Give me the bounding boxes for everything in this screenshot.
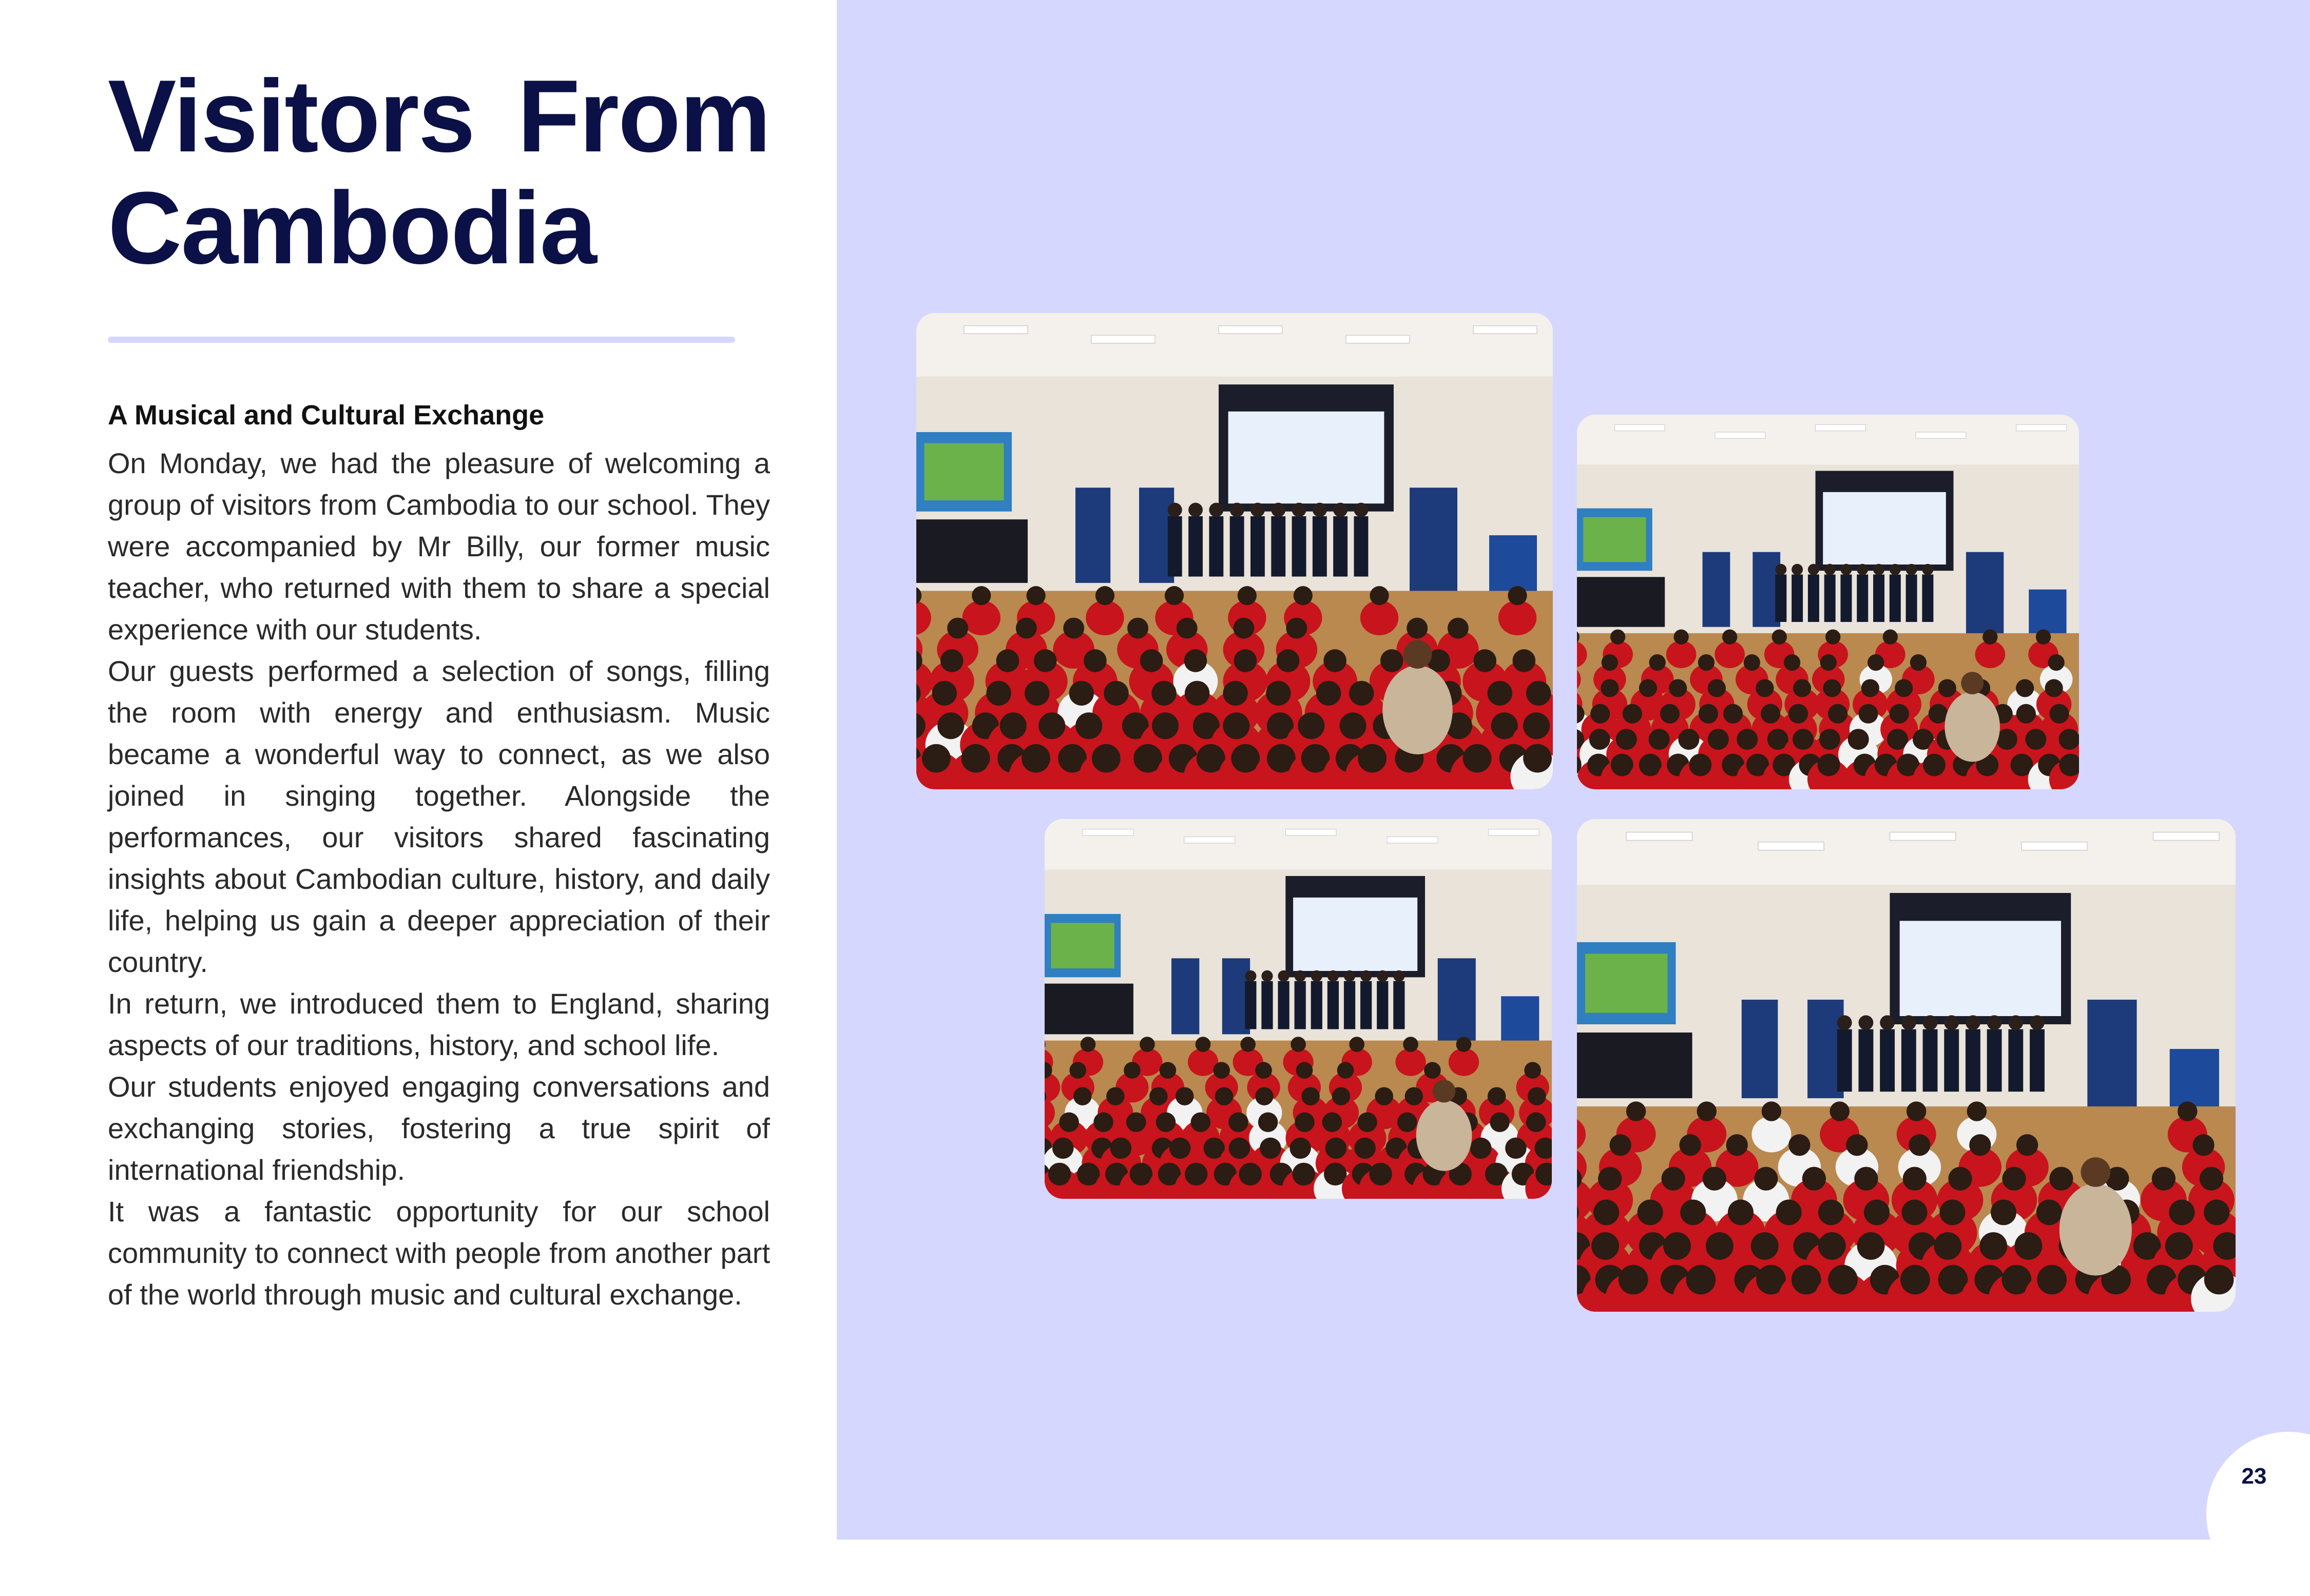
article-paragraph: Our students enjoyed engaging conversations and exchanging stories, fostering a true spirit of international friendship.	[108, 1071, 770, 1186]
article-subtitle: A Musical and Cultural Exchange	[108, 400, 545, 431]
title-divider	[108, 337, 735, 343]
article-paragraph: It was a fantastic opportunity for our school community to connect with people from another part of the world through music and cultural exchange.	[108, 1195, 770, 1311]
assembly-photo-3	[1045, 819, 1552, 1199]
page-number: 23	[2241, 1464, 2267, 1489]
article-paragraph: Our guests performed a selection of songs, filling the room with energy and enthusiasm. Music became a wonderful way to connect, as we also joined in singing together. Alongside the performances, our visitors shared fascinating insights about Cambodian culture, history, and daily life, helping us gain a deeper appreciation of their country.	[108, 655, 770, 978]
page-title: Visitors From Cambodia	[108, 59, 770, 285]
article-paragraph: On Monday, we had the pleasure of welcoming a group of visitors from Cambodia to our school. They were accompanied by Mr Billy, our former music teacher, who returned with them to share a special experience with our students.	[108, 447, 770, 646]
assembly-photo-4	[1577, 819, 2236, 1312]
article-body	[108, 442, 770, 1315]
assembly-photo-2	[1577, 415, 2079, 789]
article-paragraph: In return, we introduced them to England, sharing aspects of our traditions, history, and school life.	[108, 987, 770, 1061]
assembly-photo-1	[916, 313, 1553, 789]
